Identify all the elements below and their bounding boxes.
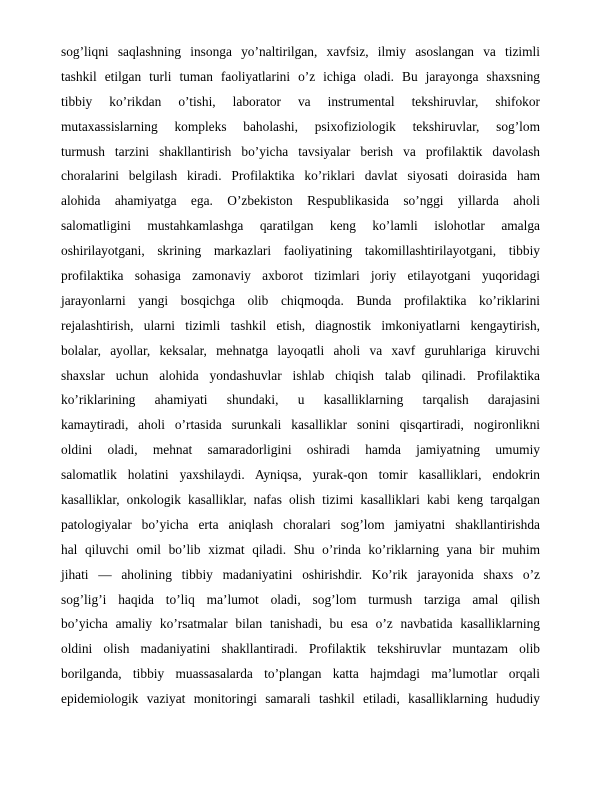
- text-line: salomatlik holatini yaxshilaydi. Ayniqsa, yurak-qon tomir kasalliklari, endokrin: [61, 467, 540, 483]
- text-line: oshirilayotgani, skrining markazlari faoliyatining takomillashtirilayotgani, tibbiy: [61, 243, 540, 259]
- text-line: sog’liqni saqlashning insonga yo’naltirilgan, xavfsiz, ilmiy asoslangan va tizimli: [61, 44, 540, 59]
- text-line: sog’lig’i haqida to’liq ma’lumot oladi, sog’lom turmush tarziga amal qilish: [61, 591, 540, 607]
- text-line: kamaytiradi, aholi o’rtasida surunkali kasalliklar sonini qisqartiradi, nogironlikni: [61, 417, 540, 433]
- body-paragraph: [61, 40, 540, 712]
- text-line: bo’yicha amaliy ko’rsatmalar bilan tanishadi, bu esa o’z navbatida kasalliklarning: [61, 616, 540, 632]
- text-line: alohida ahamiyatga ega. O’zbekiston Respublikasida so’nggi yillarda aholi: [61, 193, 540, 209]
- text-line: oldini olish madaniyatini shakllantiradi. Profilaktik tekshiruvlar muntazam olib: [61, 641, 540, 657]
- text-line: turmush tarzini shakllantirish bo’yicha tavsiyalar berish va profilaktik davolash: [61, 143, 540, 159]
- text-line: ko’riklarining ahamiyati shundaki, u kasalliklarning tarqalish darajasini: [61, 392, 540, 408]
- text-line: jarayonlarni yangi bosqichga olib chiqmoqda. Bunda profilaktika ko’riklarini: [61, 292, 540, 308]
- text-line: tashkil etilgan turli tuman faoliyatlarini o’z ichiga oladi. Bu jarayonga shaxsning: [61, 68, 540, 84]
- text-line: choralarini belgilash kiradi. Profilaktika ko’riklari davlat siyosati doirasida ham: [61, 168, 540, 184]
- text-line: patologiyalar bo’yicha erta aniqlash choralari sog’lom jamiyatni shakllantirishda: [61, 516, 540, 532]
- text-line: salomatligini mustahkamlashga qaratilgan keng ko’lamli islohotlar amalga: [61, 218, 540, 234]
- text-line: tibbiy ko’rikdan o’tishi, laborator va instrumental tekshiruvlar, shifokor: [61, 93, 540, 109]
- text-line: rejalashtirish, ularni tizimli tashkil etish, diagnostik imkoniyatlarni kengaytirish,: [61, 317, 540, 333]
- text-line: profilaktika sohasiga zamonaviy axborot tizimlari joriy etilayotgani yuqoridagi: [61, 268, 540, 284]
- text-line: hal qiluvchi omil bo’lib xizmat qiladi. Shu o’rinda ko’riklarning yana bir muhim: [61, 541, 540, 557]
- text-line: shaxslar uchun alohida yondashuvlar ishlab chiqish talab qilinadi. Profilaktika: [61, 367, 540, 383]
- text-line: epidemiologik vaziyat monitoringi samarali tashkil etiladi, kasalliklarning hududiy: [61, 691, 540, 707]
- text-line: jihati — aholining tibbiy madaniyatini oshirishdir. Ko’rik jarayonida shaxs o’z: [61, 566, 540, 582]
- text-line: kasalliklar, onkologik kasalliklar, nafas olish tizimi kasalliklari kabi keng tarqalgan: [61, 492, 540, 508]
- text-line: bolalar, ayollar, keksalar, mehnatga layoqatli aholi va xavf guruhlariga kiruvchi: [61, 342, 540, 358]
- text-line: oldini oladi, mehnat samaradorligini oshiradi hamda jamiyatning umumiy: [61, 442, 540, 458]
- text-line: borilganda, tibbiy muassasalarda to’plangan katta hajmdagi ma’lumotlar orqali: [61, 666, 540, 682]
- text-line: mutaxassislarning kompleks baholashi, psixofiziologik tekshiruvlar, sog’lom: [61, 118, 540, 134]
